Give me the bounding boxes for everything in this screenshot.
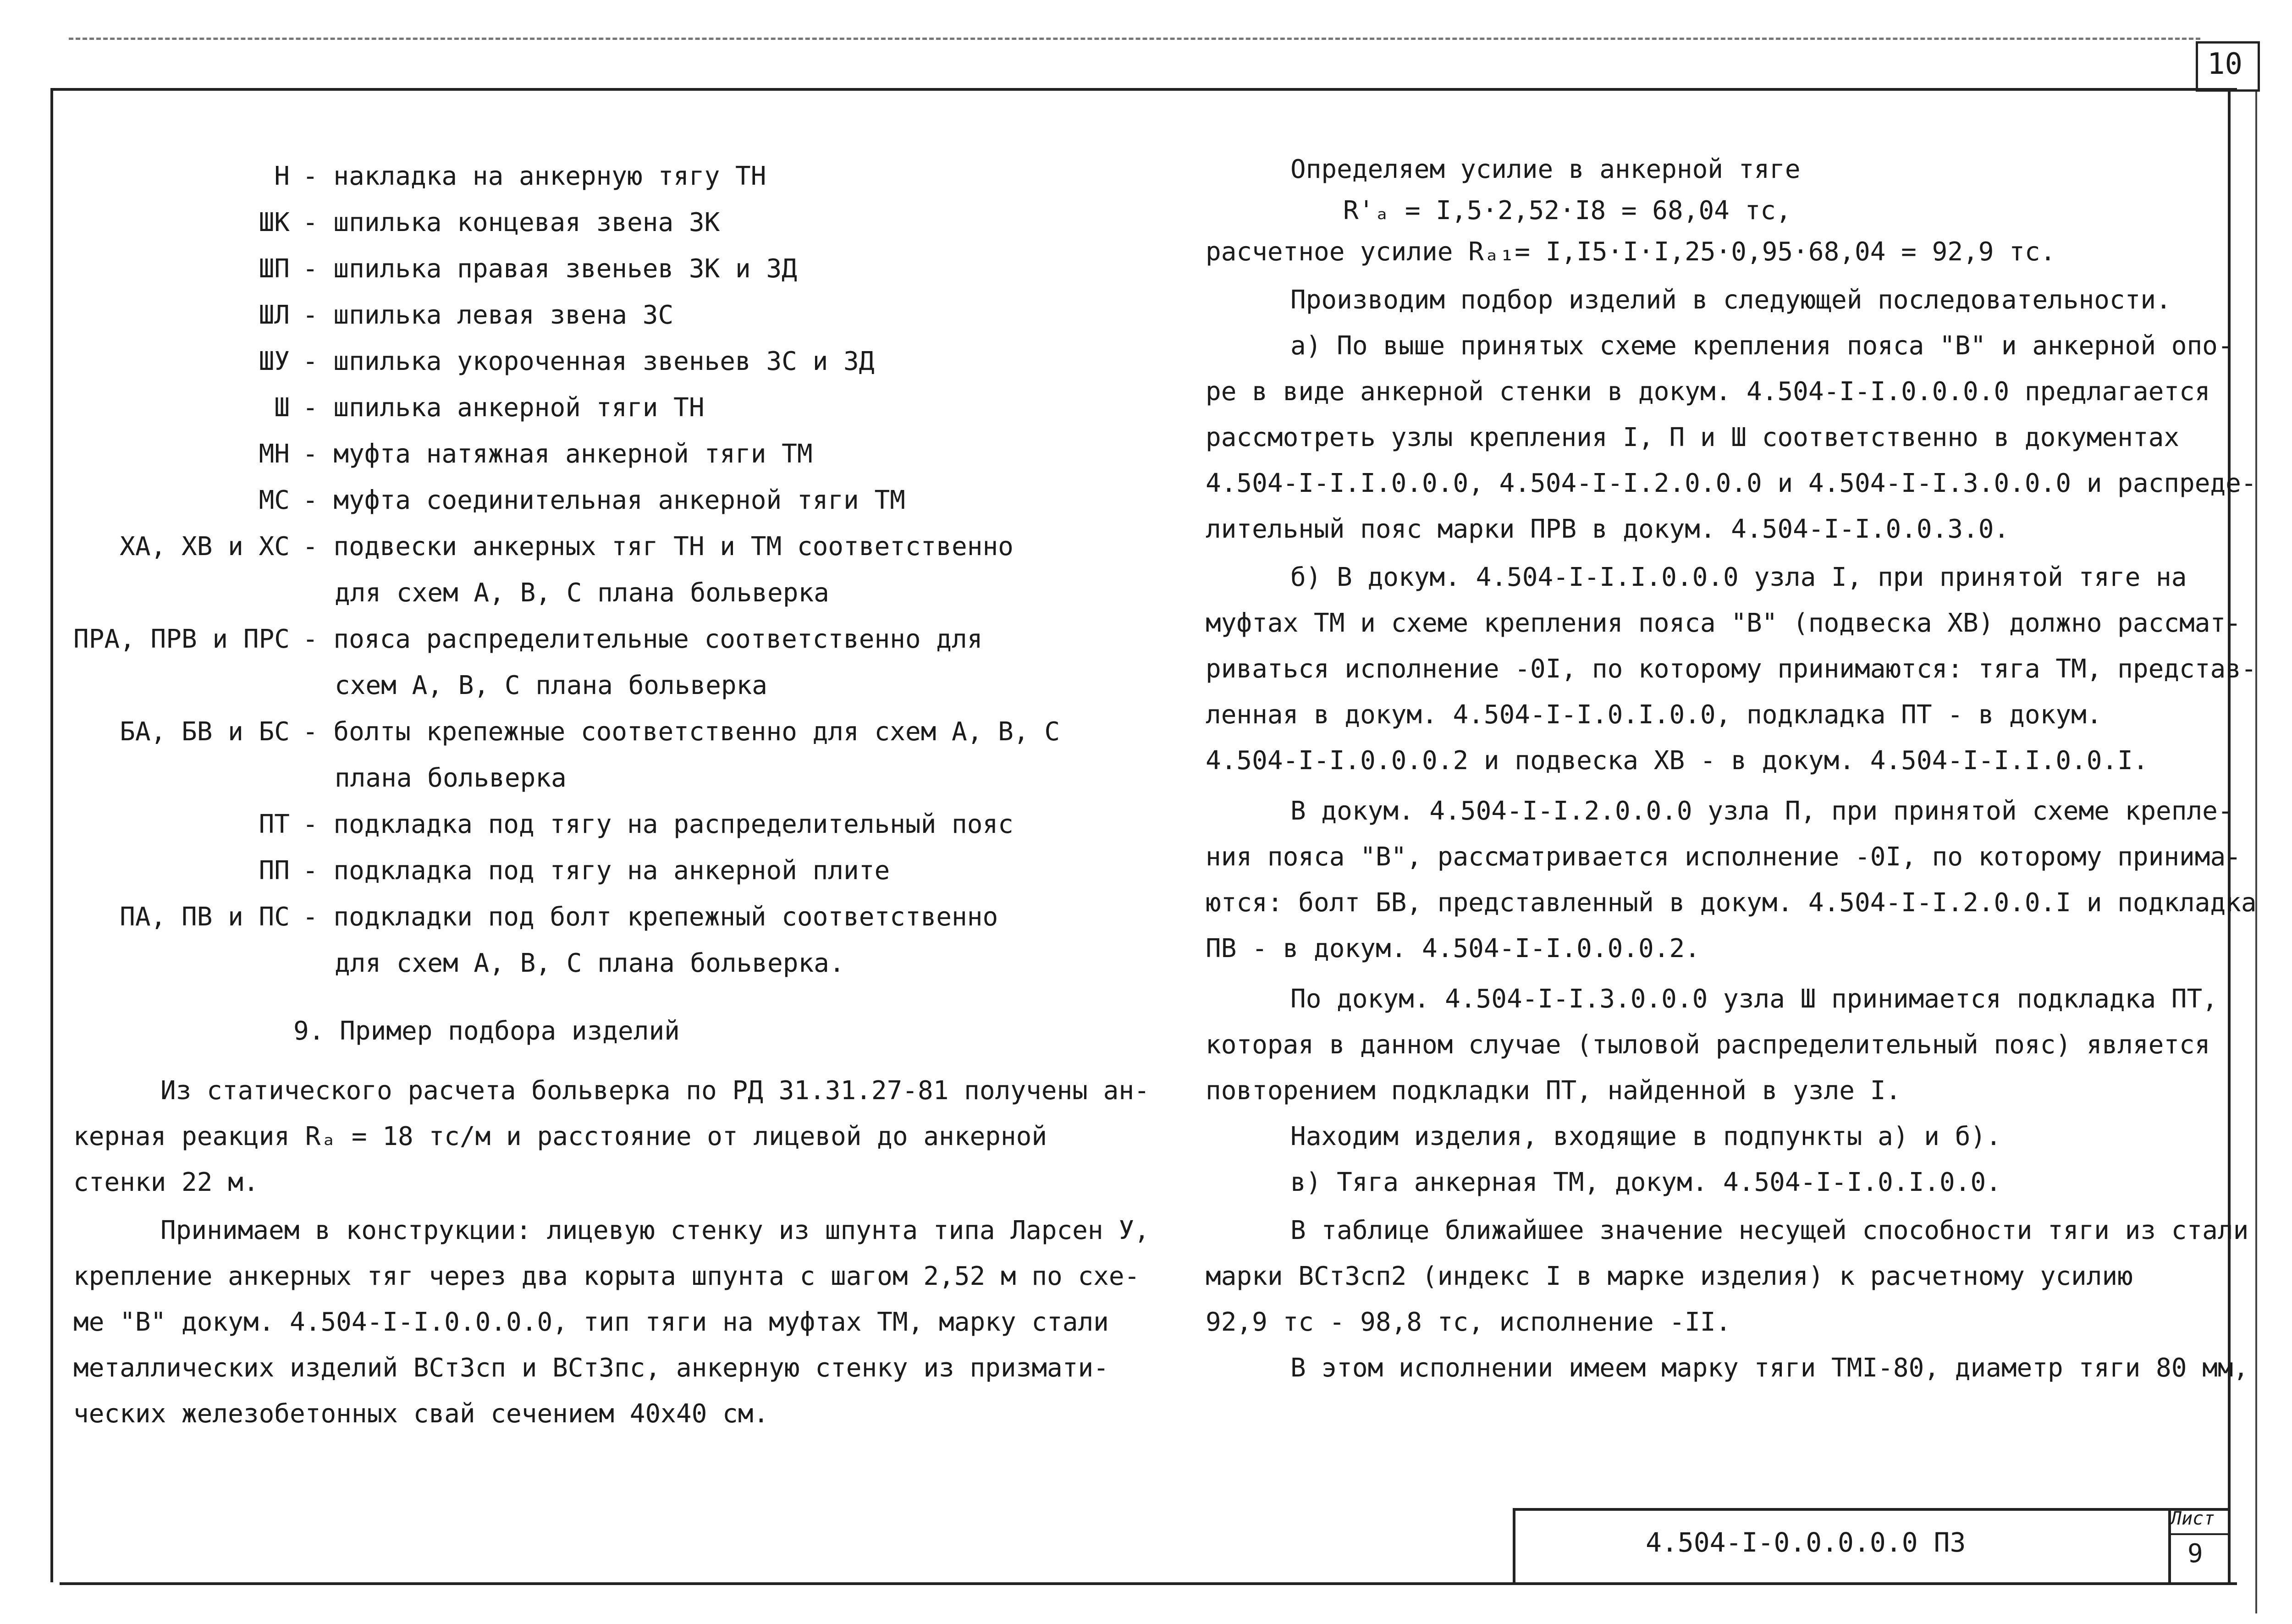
right-text-line: риваться исполнение -0I, по которому принимаются: тяга ТМ, представ- <box>1206 654 2257 684</box>
legend-key: МН <box>259 439 290 469</box>
sheet-label: Лист <box>2171 1508 2215 1529</box>
right-text-line: В этом исполнении имеем марку тяги ТМI-80, диаметр тяги 80 мм, <box>1290 1353 2249 1383</box>
legend-key: БА, БВ и БС <box>120 717 290 747</box>
para2-line-2: крепление анкерных тяг через два корыта шпунта с шагом 2,52 м по схе- <box>73 1261 1140 1291</box>
legend-description: - подкладка под тягу на распределительный пояс <box>303 809 1014 839</box>
right-text-line: ются: болт БВ, представленный в докум. 4.504-I-I.2.0.0.I и подкладка <box>1206 888 2257 918</box>
title-block-sheet-line <box>2168 1533 2228 1535</box>
legend-key: ХА, ХВ и ХС <box>120 532 290 562</box>
right-text-line: В докум. 4.504-I-I.2.0.0.0 узла П, при принятой схеме крепле- <box>1290 796 2233 826</box>
legend-description: - шпилька концевая звена ЗК <box>303 208 720 237</box>
frame-left-border <box>50 88 53 1582</box>
right-text-line: рассмотреть узлы крепления I, П и Ш соответственно в документах <box>1206 423 2180 452</box>
legend-key: ПТ <box>259 809 290 839</box>
legend-description: - болты крепежные соответственно для схем А, В, С <box>303 717 1060 747</box>
right-text-line: а) По выше принятых схеме крепления пояса "В" и анкерной опо- <box>1290 331 2233 361</box>
legend-key: ШК <box>259 208 290 237</box>
frame-top-border <box>50 88 2237 91</box>
section-title: 9. Пример подбора изделий <box>293 1016 680 1046</box>
legend-description: - муфта натяжная анкерной тяги ТМ <box>303 439 813 469</box>
para1-line-1: Из статического расчета больверка по РД 31.31.27-81 получены ан- <box>160 1076 1150 1106</box>
legend-description: - шпилька анкерной тяги ТН <box>303 393 705 423</box>
legend-key: Н <box>274 161 290 191</box>
right-text-line: В таблице ближайшее значение несущей способности тяги из стали <box>1290 1216 2249 1245</box>
right-text-line: которая в данном случае (тыловой распределительный пояс) является <box>1206 1030 2210 1060</box>
right-text-line: марки ВСт3сп2 (индекс I в марке изделия) к расчетному усилию <box>1206 1261 2133 1291</box>
legend-description: - подкладки под болт крепежный соответственно <box>303 902 998 932</box>
right-text-line: 4.504-I-I.I.0.0.0, 4.504-I-I.2.0.0.0 и 4.504-I-I.3.0.0.0 и распреде- <box>1206 468 2257 498</box>
legend-key: ПРА, ПРВ и ПРС <box>73 624 290 654</box>
legend-description: - шпилька правая звеньев ЗК и ЗД <box>303 254 797 284</box>
right-text-line: Определяем усилие в анкерной тяге <box>1290 154 1801 184</box>
right-text-line: По докум. 4.504-I-I.3.0.0.0 узла Ш принимается подкладка ПТ, <box>1290 984 2218 1014</box>
legend-description: для схем А, В, С плана больверка. <box>335 948 845 978</box>
sheet-number: 9 <box>2187 1539 2203 1569</box>
document-code: 4.504-I-0.0.0.0.0 ПЗ <box>1646 1527 1966 1558</box>
legend-key: ШУ <box>259 347 290 376</box>
right-text-line: лительный пояс марки ПРВ в докум. 4.504-I-I.0.0.3.0. <box>1206 514 2010 544</box>
para1-line-2: керная реакция Rₐ = 18 тс/м и расстояние от лицевой до анкерной <box>73 1122 1047 1151</box>
top-sheet-number: 10 <box>2207 47 2243 81</box>
right-text-line: R'ₐ = I,5·2,52·I8 = 68,04 тс, <box>1343 196 1791 226</box>
right-text-line: расчетное усилие Rₐ₁= I,I5·I·I,25·0,95·68,04 = 92,9 тс. <box>1206 237 2056 267</box>
legend-key: ПП <box>259 856 290 886</box>
right-text-line: ленная в докум. 4.504-I-I.0.I.0.0, подкладка ПТ - в докум. <box>1206 700 2102 730</box>
right-text-line: в) Тяга анкерная ТМ, докум. 4.504-I-I.0.I.0.0. <box>1290 1167 2001 1197</box>
para2-line-5: ческих железобетонных свай сечением 40х40 см. <box>73 1399 769 1429</box>
para2-line-3: ме "В" докум. 4.504-I-I.0.0.0.0, тип тяги на муфтах ТМ, марку стали <box>73 1307 1109 1337</box>
right-margin-line <box>2255 92 2257 1613</box>
legend-description: - шпилька левая звена ЗС <box>303 300 674 330</box>
right-text-line: повторением подкладки ПТ, найденной в узле I. <box>1206 1076 1901 1106</box>
legend-key: Ш <box>274 393 290 423</box>
legend-description: - подкладка под тягу на анкерной плите <box>303 856 890 886</box>
legend-description: для схем А, В, С плана больверка <box>335 578 829 608</box>
legend-key: МС <box>259 485 290 515</box>
right-text-line: ния пояса "В", рассматривается исполнение -0I, по которому принима- <box>1206 842 2241 872</box>
legend-key: ПА, ПВ и ПС <box>120 902 290 932</box>
para1-line-3: стенки 22 м. <box>73 1167 259 1197</box>
right-text-line: 4.504-I-I.0.0.0.2 и подвеска ХВ - в докум. 4.504-I-I.I.0.0.I. <box>1206 746 2149 776</box>
legend-description: схем А, В, С плана больверка <box>335 671 768 700</box>
legend-description: - шпилька укороченная звеньев ЗС и ЗД <box>303 347 875 376</box>
right-text-line: 92,9 тс - 98,8 тс, исполнение -II. <box>1206 1307 1731 1337</box>
right-text-line: ре в виде анкерной стенки в докум. 4.504-I-I.0.0.0.0 предлагается <box>1206 377 2210 407</box>
right-text-line: б) В докум. 4.504-I-I.I.0.0.0 узла I, при принятой тяге на <box>1290 562 2187 592</box>
right-text-line: Находим изделия, входящие в подпункты а) и б). <box>1290 1122 2001 1151</box>
para2-line-4: металлических изделий ВСт3сп и ВСт3пс, анкерную стенку из призмати- <box>73 1353 1109 1383</box>
legend-description: - муфта соединительная анкерной тяги ТМ <box>303 485 905 515</box>
right-text-line: муфтах ТМ и схеме крепления пояса "В" (подвеска ХВ) должно рассмат- <box>1206 608 2241 638</box>
top-dashed-line <box>69 38 2200 40</box>
right-text-line: ПВ - в докум. 4.504-I-I.0.0.0.2. <box>1206 934 1700 963</box>
legend-description: - подвески анкерных тяг ТН и ТМ соответственно <box>303 532 1014 562</box>
legend-description: плана больверка <box>335 763 567 793</box>
legend-description: - накладка на анкерную тягу ТН <box>303 161 766 191</box>
para2-line-1: Принимаем в конструкции: лицевую стенку из шпунта типа Ларсен У, <box>160 1216 1150 1245</box>
right-text-line: Производим подбор изделий в следующей последовательности. <box>1290 285 2171 315</box>
legend-key: ШП <box>259 254 290 284</box>
legend-description: - пояса распределительные соответственно для <box>303 624 983 654</box>
legend-key: ШЛ <box>259 300 290 330</box>
